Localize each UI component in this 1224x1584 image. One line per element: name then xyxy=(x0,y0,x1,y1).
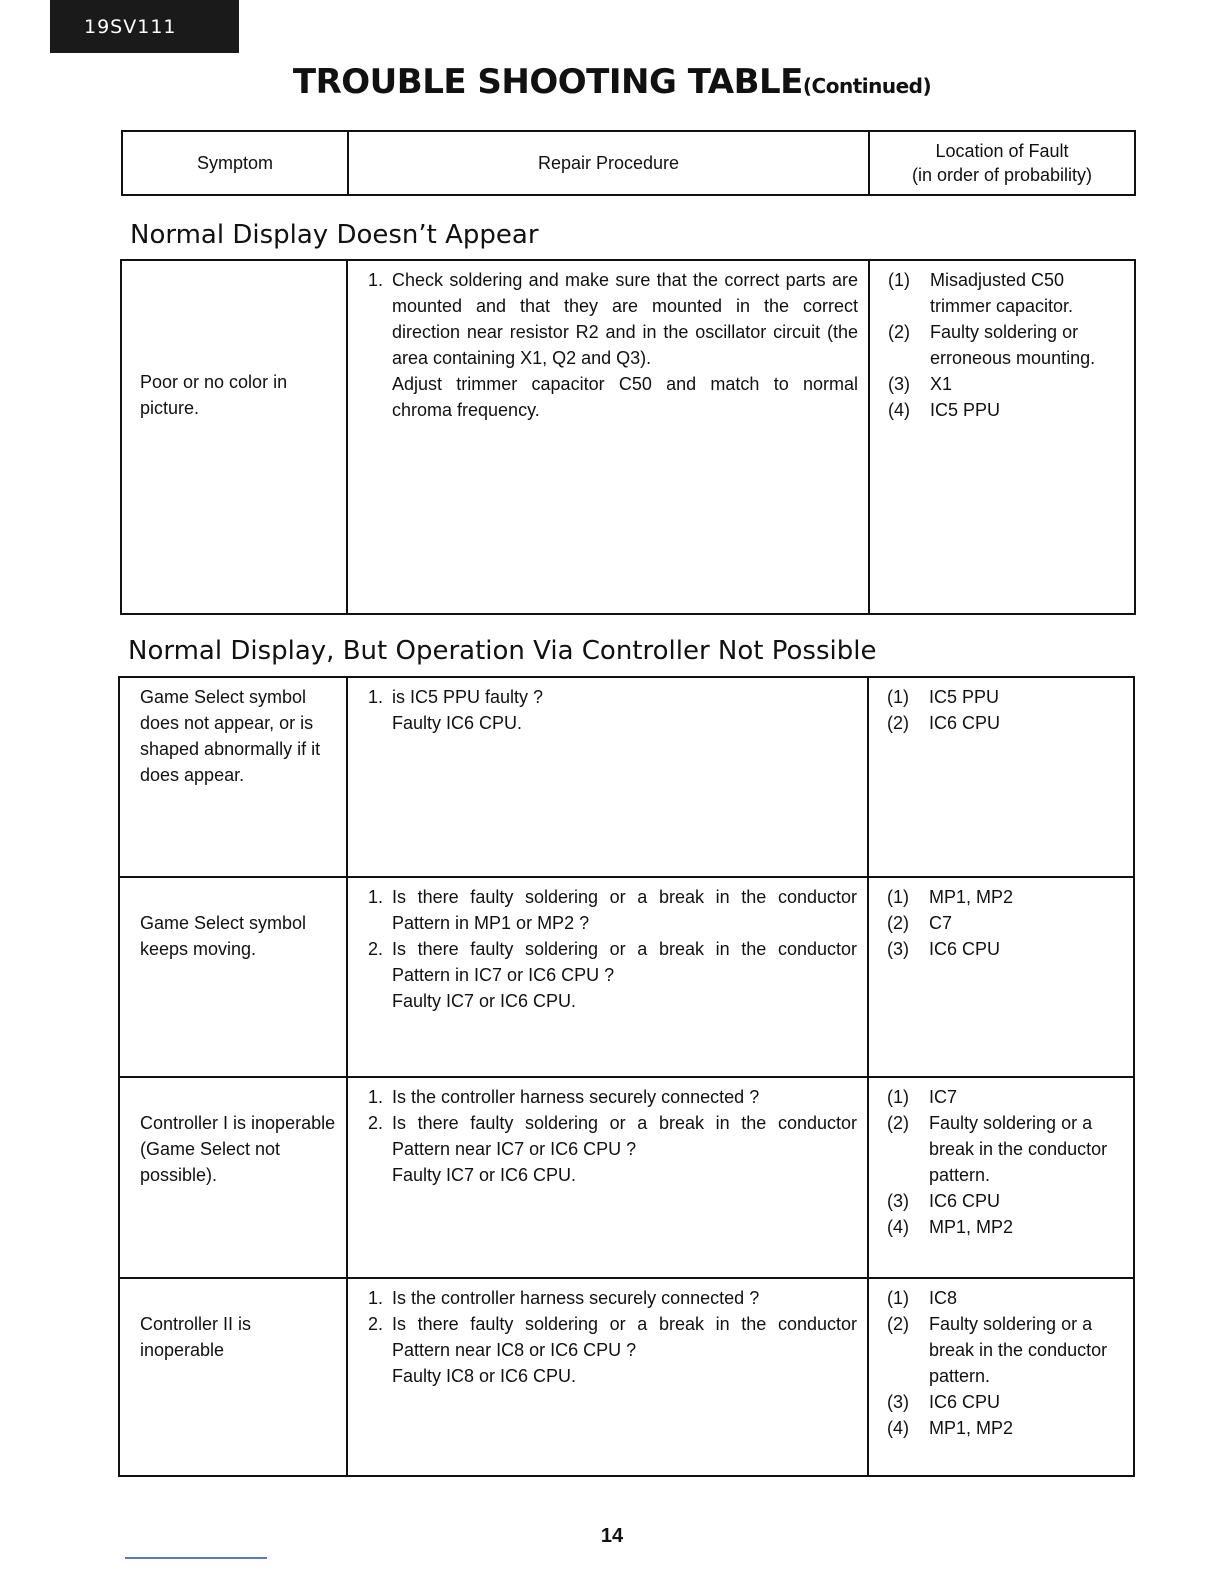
fault-item: (1) Misadjusted C50 trimmer capacitor. xyxy=(888,270,1074,316)
procedure-note: Faulty IC7 or IC6 CPU. xyxy=(392,1165,577,1185)
title-main: TROUBLE SHOOTING TABLE xyxy=(292,62,803,102)
fault-item: (2) Faulty soldering or a break in the conductor pattern. xyxy=(887,1314,1108,1386)
section-title-normal-display: Normal Display Doesn’t Appear xyxy=(130,220,539,250)
location-cell xyxy=(868,677,1134,877)
fault-item: (2) Faulty soldering or erroneous mounting. xyxy=(888,322,1096,368)
fault-item: (1) IC5 PPU xyxy=(887,687,1000,707)
procedure-note: Adjust trimmer capacitor C50 and match to normal chroma frequency. xyxy=(392,374,858,420)
procedure-step: 1. Is the controller harness securely connected ? xyxy=(368,1087,760,1107)
procedure-step: 1. Is there faulty soldering or a break in the conductor Pattern in MP1 or MP2 ? xyxy=(368,887,857,933)
procedure-step: 2. Is there faulty soldering or a break in the conductor Pattern near IC7 or IC6 CPU ? xyxy=(368,1113,857,1159)
procedure-step xyxy=(368,267,858,371)
fault-item: (3) IC6 CPU xyxy=(887,1191,1001,1211)
header-symptom: Symptom xyxy=(122,131,348,195)
symptom-cell xyxy=(119,1077,347,1278)
symptom-text: Controller II is inoperable xyxy=(140,1314,252,1360)
header-location xyxy=(869,131,1135,195)
header-table xyxy=(121,130,1136,196)
symptom-cell xyxy=(121,260,347,614)
symptom-text: Game Select symbol keeps moving. xyxy=(140,913,307,959)
procedure-cell xyxy=(347,1077,868,1278)
header-location-line1: Location of Fault xyxy=(935,141,1069,161)
footer-divider xyxy=(125,1557,267,1559)
symptom-text: Game Select symbol does not appear, or is shaped abnormally if it does appear. xyxy=(140,687,321,785)
header-procedure: Repair Procedure xyxy=(348,131,869,195)
section1-table xyxy=(120,259,1136,615)
page-number: 14 xyxy=(600,1525,624,1547)
fault-item: (3) IC6 CPU xyxy=(887,939,1001,959)
model-label: 19SV111 xyxy=(50,0,239,53)
step-text: Check soldering and make sure that the correct parts are mounted and that they are mounted in the correct direction near resistor R2 and in the oscillator circuit (the area containing X1, Q2 and Q3). xyxy=(392,270,858,368)
section2-table xyxy=(118,676,1135,1477)
fault-item: (2) Faulty soldering or a break in the conductor pattern. xyxy=(887,1113,1108,1185)
procedure-step: 2. Is there faulty soldering or a break in the conductor Pattern near IC8 or IC6 CPU ? xyxy=(368,1314,857,1360)
fault-item: (4) MP1, MP2 xyxy=(887,1217,1014,1237)
fault-item: (1) IC8 xyxy=(887,1288,958,1308)
procedure-note: Faulty IC7 or IC6 CPU. xyxy=(392,991,577,1011)
section-title-controller: Normal Display, But Operation Via Controller Not Possible xyxy=(128,636,877,666)
step-number: 1. xyxy=(368,270,384,290)
procedure-step: 1. is IC5 PPU faulty ? xyxy=(368,687,544,707)
procedure-note: Faulty IC8 or IC6 CPU. xyxy=(392,1366,577,1386)
fault-item: (4) IC5 PPU xyxy=(888,400,1001,420)
table-row xyxy=(119,677,1134,877)
title-sub: (Continued) xyxy=(802,74,932,98)
fault-item: (3) IC6 CPU xyxy=(887,1392,1001,1412)
location-cell xyxy=(869,260,1135,614)
procedure-note: Faulty IC6 CPU. xyxy=(392,713,523,733)
symptom-cell xyxy=(119,677,347,877)
procedure-step: 1. Is the controller harness securely connected ? xyxy=(368,1288,760,1308)
procedure-cell xyxy=(347,260,869,614)
fault-item: (1) IC7 xyxy=(887,1087,958,1107)
symptom-text: Poor or no color in picture. xyxy=(140,372,288,418)
symptom-cell xyxy=(119,877,347,1077)
fault-item: (4) MP1, MP2 xyxy=(887,1418,1014,1438)
symptom-text: Controller I is inoperable (Game Select not possible). xyxy=(140,1113,336,1185)
table-row xyxy=(119,1077,1134,1278)
location-cell xyxy=(868,1077,1134,1278)
table-row xyxy=(119,877,1134,1077)
table-row xyxy=(121,260,1135,614)
procedure-cell xyxy=(347,1278,868,1476)
page-title xyxy=(0,62,1224,102)
fault-item: (1) MP1, MP2 xyxy=(887,887,1014,907)
fault-item: (2) C7 xyxy=(887,913,953,933)
table-row xyxy=(119,1278,1134,1476)
procedure-step: 2. Is there faulty soldering or a break in the conductor Pattern in IC7 or IC6 CPU ? xyxy=(368,939,857,985)
location-cell xyxy=(868,1278,1134,1476)
symptom-cell xyxy=(119,1278,347,1476)
location-cell xyxy=(868,877,1134,1077)
header-location-line2: (in order of probability) xyxy=(911,165,1093,185)
procedure-cell xyxy=(347,677,868,877)
fault-item: (2) IC6 CPU xyxy=(887,713,1001,733)
fault-item: (3) X1 xyxy=(888,374,953,394)
procedure-cell xyxy=(347,877,868,1077)
